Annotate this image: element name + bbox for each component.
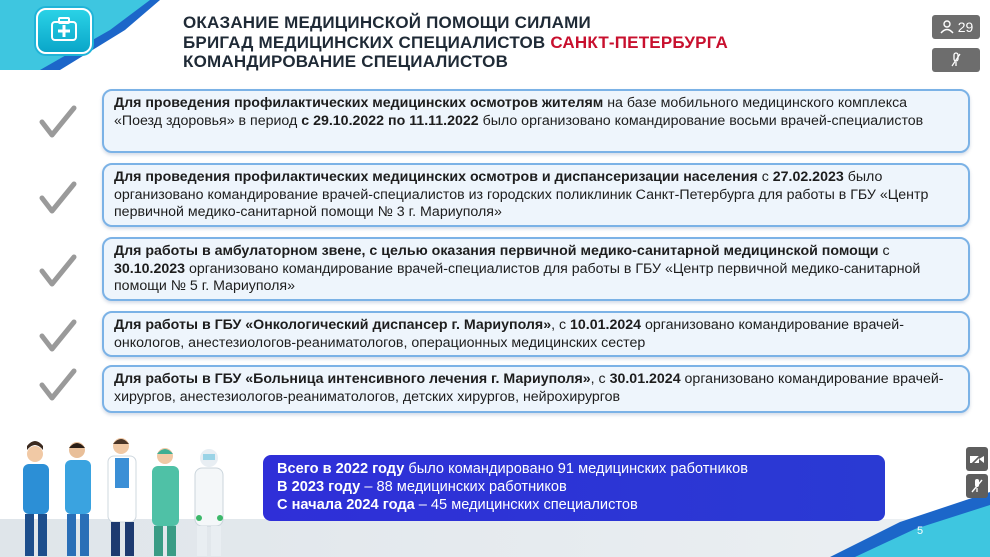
item-box-3 xyxy=(102,237,970,301)
medical-staff-illustration xyxy=(15,432,255,557)
item-1-text-tail: было организовано командирование восьми врачей-специалистов xyxy=(478,112,924,129)
check-icon xyxy=(38,180,78,216)
summary-line-3-text: – 45 медицинских специалистов xyxy=(414,497,638,513)
item-2-text: с xyxy=(757,169,773,185)
item-2-bold-lead: Для проведения профилактических медицинских осмотров и диспансеризации населения xyxy=(114,169,758,185)
summary-box xyxy=(263,455,885,521)
title-line-3: КОМАНДИРОВАНИЕ СПЕЦИАЛИСТОВ xyxy=(183,52,509,71)
summary-line-1 xyxy=(277,460,885,478)
summary-line-1-bold: Всего в 2022 году xyxy=(277,461,405,477)
item-box-5 xyxy=(102,365,970,413)
video-off-button[interactable] xyxy=(966,447,988,471)
title-line-2-prefix: БРИГАД МЕДИЦИНСКИХ СПЕЦИАЛИСТОВ xyxy=(183,32,551,52)
item-4-date: 10.01.2024 xyxy=(570,317,642,333)
item-1-bold-lead: Для проведения профилактических медицинских осмотров жителям xyxy=(114,95,604,111)
item-box-4 xyxy=(102,311,970,357)
item-5-text: , с xyxy=(590,371,610,387)
item-3-bold-lead: Для работы в амбулаторном звене, с целью оказания первичной медико-санитарной медицинской помощи xyxy=(114,243,879,259)
item-4-bold-lead: Для работы в ГБУ «Онкологический диспансер г. Мариуполя» xyxy=(114,317,552,333)
check-icon xyxy=(38,253,78,289)
medical-logo-icon xyxy=(36,8,92,54)
summary-line-2-text: – 88 медицинских работников xyxy=(360,479,567,495)
check-icon xyxy=(38,367,78,403)
microphone-button[interactable] xyxy=(932,48,980,72)
item-5-text-tail: организовано командирование врачей-хирургов, анестезиологов-реаниматологов, детских хирургов, нейрохирургов xyxy=(114,371,944,405)
title-city-accent: САНКТ-ПЕТЕРБУРГА xyxy=(550,32,728,52)
item-5-date: 30.01.2024 xyxy=(609,371,681,387)
item-4-text-tail: организовано командирование врачей-онкологов, анестезиологов-реаниматологов, операционных медицинских сестер xyxy=(114,317,904,351)
title-line-2 xyxy=(183,33,728,53)
item-5-bold-lead: Для работы в ГБУ «Больница интенсивного лечения г. Мариуполя» xyxy=(114,371,591,387)
page-number: 5 xyxy=(917,525,924,537)
participants-button[interactable] xyxy=(932,15,980,39)
item-2-text-tail: было организовано командирование врачей-специалистов из городских поликлиник Санкт-Петербурга для работы в ГБУ «Центр первичной медико-санитарной помощи № 3 г. Мариуполя» xyxy=(114,169,929,220)
item-3-text-tail: организовано командирование врачей-специалистов для работы в ГБУ «Центр первичной медико-санитарной помощи № 5 г. Мариуполя» xyxy=(114,260,921,294)
item-box-2 xyxy=(102,163,970,227)
page-title xyxy=(183,13,728,72)
microphone-icon xyxy=(950,52,962,68)
title-line-1: ОКАЗАНИЕ МЕДИЦИНСКОЙ ПОМОЩИ СИЛАМИ xyxy=(183,13,591,32)
item-4-text: , с xyxy=(551,317,571,333)
summary-line-2-bold: В 2023 году xyxy=(277,479,361,495)
item-2-date: 27.02.2023 xyxy=(772,169,844,185)
summary-line-3-bold: С начала 2024 года xyxy=(277,497,415,513)
mic-off-button[interactable] xyxy=(966,474,988,498)
item-1-dates: с 29.10.2022 по 11.11.2022 xyxy=(301,112,479,129)
people-icon xyxy=(939,20,955,34)
summary-line-2 xyxy=(277,478,885,496)
participants-count: 29 xyxy=(957,19,974,35)
item-box-1 xyxy=(102,89,970,153)
summary-line-3 xyxy=(277,496,885,514)
check-icon xyxy=(38,318,78,354)
item-3-text: с xyxy=(878,243,890,259)
check-icon xyxy=(38,104,78,140)
video-off-icon xyxy=(969,452,985,466)
summary-line-1-text: было командировано 91 медицинских работников xyxy=(404,461,749,477)
item-3-date: 30.10.2023 xyxy=(114,260,186,277)
corner-decoration-bottom-right xyxy=(820,487,990,557)
mic-off-icon xyxy=(970,478,984,494)
item-1-text: на базе мобильного медицинского комплекса «Поезд здоровья» в период xyxy=(114,95,908,129)
